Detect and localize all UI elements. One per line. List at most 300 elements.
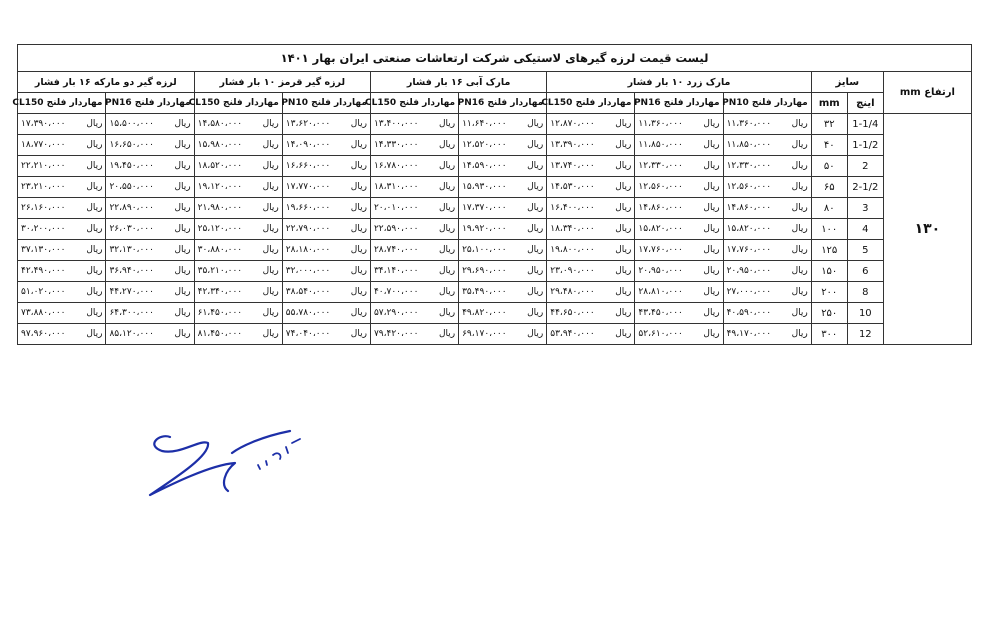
price-cell: [370, 177, 458, 198]
price-value: ۲۸،۱۸۰،۰۰۰: [285, 245, 331, 255]
currency-label: ریال: [438, 224, 456, 234]
currency-label: ریال: [86, 245, 103, 255]
price-cell: [18, 324, 106, 345]
price-cell: [282, 114, 370, 135]
currency-label: ریال: [791, 161, 808, 171]
price-cell: [635, 114, 723, 135]
size-inch: 8: [847, 282, 883, 303]
table-row: [18, 135, 972, 156]
price-cell: [370, 198, 458, 219]
price-value: ۱۱،۳۶۰،۰۰۰: [726, 119, 772, 129]
price-cell: [18, 303, 106, 324]
price-cell: [282, 303, 370, 324]
price-cell: [723, 135, 811, 156]
table-row: [18, 282, 972, 303]
price-value: ۱۴،۰۹۰،۰۰۰: [285, 140, 331, 150]
table-row: [18, 303, 972, 324]
price-cell: [635, 261, 723, 282]
price-value: ۱۹،۴۵۰،۰۰۰: [109, 161, 154, 171]
price-cell: [723, 156, 811, 177]
price-cell: [106, 261, 194, 282]
currency-label: ریال: [262, 224, 279, 234]
price-cell: [370, 114, 458, 135]
sub-header: مهاردار فلنج CL150: [194, 93, 282, 114]
size-mm: ۲۰۰: [811, 282, 847, 303]
price-value: ۱۱،۳۶۰،۰۰۰: [638, 119, 683, 129]
price-cell: [194, 135, 282, 156]
currency-label: ریال: [86, 224, 103, 234]
currency-label: ریال: [174, 308, 191, 318]
size-inch: 2: [847, 156, 883, 177]
currency-label: ریال: [86, 266, 103, 276]
currency-label: ریال: [262, 140, 279, 150]
currency-label: ریال: [350, 308, 367, 318]
price-cell: [18, 240, 106, 261]
currency-label: ریال: [615, 287, 632, 297]
price-value: ۳۰،۲۰۰،۰۰۰: [21, 224, 66, 234]
price-value: ۱۹،۱۲۰،۰۰۰: [197, 182, 243, 192]
currency-label: ریال: [350, 224, 367, 234]
table-row: [18, 324, 972, 345]
price-cell: [459, 198, 547, 219]
price-value: ۳۰،۸۸۰،۰۰۰: [197, 245, 243, 255]
price-value: ۱۵،۹۳۰،۰۰۰: [462, 182, 507, 192]
price-value: ۷۳،۸۸۰،۰۰۰: [21, 308, 66, 318]
currency-label: ریال: [615, 308, 632, 318]
height-value: ۱۳۰: [883, 114, 971, 345]
price-cell: [282, 324, 370, 345]
currency-label: ریال: [527, 266, 544, 276]
price-value: ۳۲،۰۰۰،۰۰۰: [285, 266, 331, 276]
size-inch: 2-1/2: [847, 177, 883, 198]
currency-label: ریال: [703, 224, 720, 234]
table-row: [18, 261, 972, 282]
currency-label: ریال: [350, 203, 367, 213]
size-inch: 5: [847, 240, 883, 261]
currency-label: ریال: [703, 161, 720, 171]
price-cell: [635, 156, 723, 177]
price-value: ۱۹،۹۲۰،۰۰۰: [462, 224, 507, 234]
currency-label: ریال: [350, 182, 367, 192]
currency-label: ریال: [615, 245, 632, 255]
currency-label: ریال: [791, 203, 808, 213]
size-inch: 4: [847, 219, 883, 240]
price-cell: [194, 324, 282, 345]
currency-label: ریال: [615, 266, 632, 276]
price-cell: [282, 135, 370, 156]
price-cell: [459, 114, 547, 135]
currency-label: ریال: [703, 287, 720, 297]
currency-label: ریال: [262, 182, 279, 192]
price-cell: [106, 198, 194, 219]
price-value: ۱۶،۷۸۰،۰۰۰: [373, 161, 419, 171]
price-cell: [18, 198, 106, 219]
price-value: ۱۷،۷۶۰،۰۰۰: [638, 245, 683, 255]
price-cell: [194, 156, 282, 177]
height-header: ارتفاع mm: [883, 72, 971, 114]
currency-label: ریال: [791, 140, 808, 150]
price-value: ۲۱،۹۸۰،۰۰۰: [197, 203, 243, 213]
price-value: ۴۹،۸۲۰،۰۰۰: [462, 308, 507, 318]
price-cell: [282, 177, 370, 198]
currency-label: ریال: [86, 203, 103, 213]
currency-label: ریال: [262, 308, 279, 318]
price-cell: [459, 261, 547, 282]
price-cell: [635, 198, 723, 219]
currency-label: ریال: [615, 161, 632, 171]
price-cell: [194, 303, 282, 324]
price-value: ۲۳،۲۱۰،۰۰۰: [21, 182, 66, 192]
price-value: ۲۶،۰۳۰،۰۰۰: [109, 224, 154, 234]
price-value: ۲۰،۹۵۰،۰۰۰: [638, 266, 683, 276]
price-cell: [459, 303, 547, 324]
price-cell: [106, 135, 194, 156]
price-list-sheet: [12, 44, 972, 345]
price-cell: [194, 219, 282, 240]
price-cell: [18, 261, 106, 282]
price-value: ۷۹،۴۲۰،۰۰۰: [373, 329, 419, 339]
table-row: [18, 219, 972, 240]
currency-label: ریال: [527, 224, 544, 234]
price-cell: [18, 282, 106, 303]
price-cell: [547, 156, 635, 177]
price-value: ۴۴،۲۷۰،۰۰۰: [109, 287, 154, 297]
currency-label: ریال: [527, 203, 544, 213]
currency-label: ریال: [791, 266, 808, 276]
size-mm: ۸۰: [811, 198, 847, 219]
price-cell: [282, 219, 370, 240]
price-value: ۱۷،۷۶۰،۰۰۰: [726, 245, 772, 255]
price-cell: [282, 198, 370, 219]
size-inch: 1-1/4: [847, 114, 883, 135]
price-cell: [18, 135, 106, 156]
table-title: لیست قیمت لرزه گیرهای لاستیکی شرکت ارتعاشات صنعتی ایران بهار ۱۴۰۱: [18, 45, 972, 72]
price-cell: [106, 240, 194, 261]
price-cell: [106, 324, 194, 345]
currency-label: ریال: [791, 119, 808, 129]
price-cell: [18, 177, 106, 198]
price-value: ۱۹،۶۶۰،۰۰۰: [285, 203, 331, 213]
size-mm: ۱۰۰: [811, 219, 847, 240]
sub-header: مهاردار فلنج PN16: [459, 93, 547, 114]
currency-label: ریال: [791, 308, 808, 318]
currency-label: ریال: [791, 287, 808, 297]
size-mm: ۱۵۰: [811, 261, 847, 282]
price-value: ۱۴،۵۹۰،۰۰۰: [462, 161, 507, 171]
currency-label: ریال: [615, 119, 632, 129]
price-value: ۵۷،۲۹۰،۰۰۰: [373, 308, 419, 318]
price-cell: [194, 240, 282, 261]
price-value: ۲۸،۸۱۰،۰۰۰: [638, 287, 683, 297]
sub-header: مهاردار فلنج PN16: [635, 93, 723, 114]
currency-label: ریال: [174, 245, 191, 255]
price-cell: [106, 219, 194, 240]
price-cell: [18, 219, 106, 240]
price-cell: [723, 177, 811, 198]
price-value: ۲۰،۹۵۰،۰۰۰: [726, 266, 772, 276]
price-value: ۱۶،۶۵۰،۰۰۰: [109, 140, 154, 150]
currency-label: ریال: [262, 203, 279, 213]
price-value: ۲۲،۲۱۰،۰۰۰: [21, 161, 66, 171]
price-cell: [194, 282, 282, 303]
currency-label: ریال: [615, 182, 632, 192]
price-value: ۱۲،۵۶۰،۰۰۰: [638, 182, 683, 192]
price-cell: [723, 240, 811, 261]
price-value: ۲۹،۶۹۰،۰۰۰: [462, 266, 507, 276]
price-value: ۹۷،۹۶۰،۰۰۰: [21, 329, 66, 339]
currency-label: ریال: [262, 119, 279, 129]
price-table: [12, 44, 972, 345]
size-mm: ۳۲: [811, 114, 847, 135]
currency-label: ریال: [438, 203, 456, 213]
size-mm: ۶۵: [811, 177, 847, 198]
price-cell: [723, 324, 811, 345]
currency-label: ریال: [262, 161, 279, 171]
price-cell: [282, 282, 370, 303]
price-value: ۱۸،۳۱۰،۰۰۰: [373, 182, 419, 192]
price-cell: [106, 156, 194, 177]
price-cell: [282, 156, 370, 177]
currency-label: ریال: [174, 329, 191, 339]
currency-label: ریال: [174, 287, 191, 297]
price-value: ۳۵،۲۱۰،۰۰۰: [197, 266, 243, 276]
price-cell: [18, 114, 106, 135]
currency-label: ریال: [174, 203, 191, 213]
price-cell: [282, 240, 370, 261]
price-cell: [459, 240, 547, 261]
price-value: ۳۸،۵۴۰،۰۰۰: [285, 287, 331, 297]
currency-label: ریال: [350, 266, 367, 276]
price-cell: [194, 198, 282, 219]
price-value: ۱۶،۴۰۰،۰۰۰: [550, 203, 595, 213]
currency-label: ریال: [174, 182, 191, 192]
price-cell: [194, 114, 282, 135]
size-inch: 12: [847, 324, 883, 345]
currency-label: ریال: [703, 308, 720, 318]
price-cell: [635, 219, 723, 240]
sub-header: مهاردار فلنج CL150: [370, 93, 458, 114]
price-cell: [370, 261, 458, 282]
size-mm: ۱۲۵: [811, 240, 847, 261]
price-value: ۴۴،۶۵۰،۰۰۰: [550, 308, 595, 318]
price-cell: [370, 240, 458, 261]
price-cell: [282, 261, 370, 282]
currency-label: ریال: [438, 266, 456, 276]
currency-label: ریال: [527, 245, 544, 255]
currency-label: ریال: [350, 161, 367, 171]
price-value: ۱۳،۴۰۰،۰۰۰: [373, 119, 419, 129]
currency-label: ریال: [86, 182, 103, 192]
table-body: [18, 114, 972, 345]
currency-label: ریال: [527, 329, 544, 339]
currency-label: ریال: [527, 287, 544, 297]
currency-label: ریال: [438, 182, 456, 192]
currency-label: ریال: [791, 182, 808, 192]
sub-header: مهاردار فلنج PN10: [282, 93, 370, 114]
price-value: ۵۳،۹۴۰،۰۰۰: [550, 329, 595, 339]
price-cell: [370, 135, 458, 156]
price-value: ۱۳،۳۹۰،۰۰۰: [550, 140, 595, 150]
price-value: ۲۶،۱۶۰،۰۰۰: [21, 203, 66, 213]
currency-label: ریال: [86, 287, 103, 297]
price-cell: [547, 324, 635, 345]
size-inch: 6: [847, 261, 883, 282]
size-mm: ۴۰: [811, 135, 847, 156]
price-value: ۶۴،۳۰۰،۰۰۰: [109, 308, 154, 318]
price-value: ۲۸،۷۴۰،۰۰۰: [373, 245, 419, 255]
price-cell: [370, 282, 458, 303]
price-value: ۱۲،۸۷۰،۰۰۰: [550, 119, 595, 129]
currency-label: ریال: [615, 224, 632, 234]
currency-label: ریال: [174, 140, 191, 150]
price-value: ۱۸،۷۷۰،۰۰۰: [21, 140, 66, 150]
price-value: ۱۴،۵۸۰،۰۰۰: [197, 119, 243, 129]
price-value: ۳۲،۱۳۰،۰۰۰: [109, 245, 154, 255]
price-value: ۲۲،۷۹۰،۰۰۰: [285, 224, 331, 234]
price-value: ۱۵،۵۰۰،۰۰۰: [109, 119, 154, 129]
currency-label: ریال: [438, 329, 456, 339]
price-value: ۵۵،۷۸۰،۰۰۰: [285, 308, 331, 318]
currency-label: ریال: [350, 329, 367, 339]
currency-label: ریال: [262, 245, 279, 255]
price-cell: [370, 324, 458, 345]
price-cell: [370, 303, 458, 324]
price-value: ۲۲،۸۹۰،۰۰۰: [109, 203, 154, 213]
price-value: ۳۶،۹۴۰،۰۰۰: [109, 266, 154, 276]
price-value: ۱۵،۹۸۰،۰۰۰: [197, 140, 243, 150]
currency-label: ریال: [791, 224, 808, 234]
price-cell: [547, 135, 635, 156]
currency-label: ریال: [791, 329, 808, 339]
price-cell: [106, 282, 194, 303]
price-value: ۴۲،۴۹۰،۰۰۰: [21, 266, 66, 276]
price-value: ۱۴،۸۶۰،۰۰۰: [726, 203, 772, 213]
table-row: [18, 177, 972, 198]
currency-label: ریال: [615, 140, 632, 150]
price-value: ۴۰،۷۰۰،۰۰۰: [373, 287, 419, 297]
currency-label: ریال: [615, 203, 632, 213]
price-cell: [459, 219, 547, 240]
currency-label: ریال: [791, 245, 808, 255]
price-value: ۸۱،۴۵۰،۰۰۰: [197, 329, 243, 339]
price-value: ۱۲،۳۳۰،۰۰۰: [638, 161, 683, 171]
price-value: ۱۲،۳۳۰،۰۰۰: [726, 161, 772, 171]
price-cell: [635, 177, 723, 198]
group-header-yellow: مارک زرد ۱۰ بار فشار: [547, 72, 811, 93]
price-cell: [635, 135, 723, 156]
price-cell: [106, 303, 194, 324]
price-cell: [194, 261, 282, 282]
price-value: ۴۳،۴۵۰،۰۰۰: [638, 308, 683, 318]
price-value: ۱۴،۳۳۰،۰۰۰: [373, 140, 419, 150]
currency-label: ریال: [703, 182, 720, 192]
price-value: ۲۹،۴۸۰،۰۰۰: [550, 287, 595, 297]
currency-label: ریال: [527, 140, 544, 150]
price-value: ۵۱،۰۲۰،۰۰۰: [21, 287, 66, 297]
price-value: ۱۳،۶۲۰،۰۰۰: [285, 119, 331, 129]
group-header-dual: لرزه گیر دو مارکه ۱۶ بار فشار: [18, 72, 195, 93]
currency-label: ریال: [438, 161, 456, 171]
size-header: سایز: [811, 72, 883, 93]
currency-label: ریال: [350, 287, 367, 297]
currency-label: ریال: [262, 287, 279, 297]
price-cell: [723, 219, 811, 240]
price-value: ۵۲،۶۱۰،۰۰۰: [638, 329, 683, 339]
currency-label: ریال: [86, 119, 103, 129]
size-inch: 10: [847, 303, 883, 324]
price-value: ۱۸،۵۲۰،۰۰۰: [197, 161, 243, 171]
price-cell: [723, 303, 811, 324]
size-mm: ۵۰: [811, 156, 847, 177]
price-cell: [723, 114, 811, 135]
currency-label: ریال: [527, 161, 544, 171]
sub-header: مهاردار فلنج PN10: [723, 93, 811, 114]
currency-label: ریال: [438, 119, 456, 129]
table-row: [18, 240, 972, 261]
currency-label: ریال: [527, 119, 544, 129]
price-cell: [370, 156, 458, 177]
inch-header: اینچ: [847, 93, 883, 114]
price-cell: [459, 177, 547, 198]
price-value: ۶۱،۴۵۰،۰۰۰: [197, 308, 243, 318]
price-value: ۳۴،۱۴۰،۰۰۰: [373, 266, 419, 276]
price-cell: [459, 324, 547, 345]
price-value: ۱۲،۵۶۰،۰۰۰: [726, 182, 772, 192]
currency-label: ریال: [86, 308, 103, 318]
price-cell: [635, 303, 723, 324]
price-value: ۱۴،۵۳۰،۰۰۰: [550, 182, 595, 192]
price-value: ۱۶،۶۶۰،۰۰۰: [285, 161, 331, 171]
price-value: ۷۴،۰۴۰،۰۰۰: [285, 329, 331, 339]
price-value: ۳۷،۱۳۰،۰۰۰: [21, 245, 66, 255]
price-cell: [547, 198, 635, 219]
price-cell: [547, 177, 635, 198]
price-value: ۱۱،۸۵۰،۰۰۰: [638, 140, 683, 150]
sub-header: مهاردار فلنج CL150: [547, 93, 635, 114]
size-mm: ۲۵۰: [811, 303, 847, 324]
currency-label: ریال: [438, 245, 456, 255]
price-value: ۱۷،۷۷۰،۰۰۰: [285, 182, 331, 192]
currency-label: ریال: [174, 266, 191, 276]
price-value: ۱۴،۸۶۰،۰۰۰: [638, 203, 683, 213]
price-value: ۱۱،۸۵۰،۰۰۰: [726, 140, 772, 150]
price-cell: [723, 261, 811, 282]
currency-label: ریال: [527, 182, 544, 192]
currency-label: ریال: [703, 140, 720, 150]
currency-label: ریال: [86, 329, 103, 339]
price-cell: [18, 156, 106, 177]
price-cell: [547, 261, 635, 282]
price-cell: [723, 198, 811, 219]
currency-label: ریال: [703, 119, 720, 129]
price-value: ۲۰،۰۱۰،۰۰۰: [373, 203, 419, 213]
price-cell: [723, 282, 811, 303]
price-value: ۱۷،۳۹۰،۰۰۰: [21, 119, 66, 129]
currency-label: ریال: [174, 119, 191, 129]
currency-label: ریال: [86, 161, 103, 171]
price-cell: [547, 282, 635, 303]
price-value: ۲۵،۱۰۰،۰۰۰: [462, 245, 507, 255]
price-cell: [547, 303, 635, 324]
currency-label: ریال: [350, 119, 367, 129]
currency-label: ریال: [438, 287, 456, 297]
price-cell: [547, 114, 635, 135]
sub-header: مهاردار فلنج PN16: [106, 93, 194, 114]
price-value: ۱۵،۸۲۰،۰۰۰: [726, 224, 772, 234]
currency-label: ریال: [615, 329, 632, 339]
currency-label: ریال: [350, 245, 367, 255]
price-value: ۳۵،۴۹۰،۰۰۰: [462, 287, 507, 297]
